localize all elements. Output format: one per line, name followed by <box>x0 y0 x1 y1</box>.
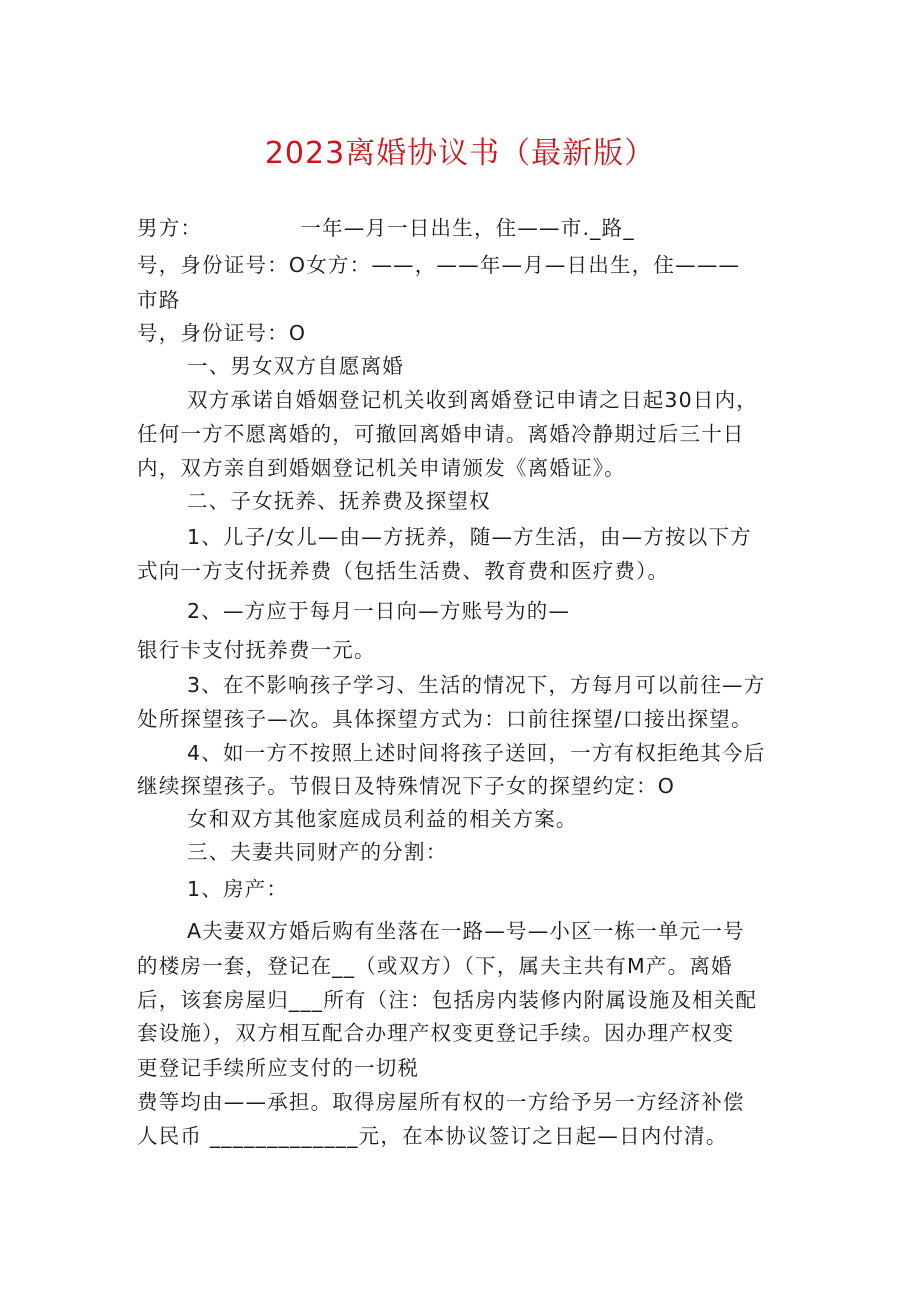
document-title: 2023离婚协议书（最新版） <box>264 136 656 171</box>
text-line: 后，该套房屋归___所有（注：包括房内装修内附属设施及相关配 <box>137 988 758 1012</box>
text-line: 式向一方支付抚养费（包括生活费、教育费和医疗费）。 <box>137 559 670 583</box>
text-line: 任何一方不愿离婚的，可撤回离婚申请。离婚冷静期过后三十日 <box>137 422 745 446</box>
text-line: 处所探望孩子—次。具体探望方式为：口前往探望/口接出探望。 <box>137 707 753 731</box>
text-line: 银行卡支付抚养费一元。 <box>137 638 376 662</box>
text-line: 内，双方亲自到婚姻登记机关申请颁发《离婚证》。 <box>137 456 626 480</box>
text-line: 人民币 _____________元，在本协议签订之日起—日内付清。 <box>137 1124 728 1148</box>
section-heading: 三、夫妻共同财产的分割： <box>187 840 448 864</box>
section-heading: 1、房产： <box>187 877 289 901</box>
section-heading: 二、子女抚养、抚养费及探望权 <box>187 489 491 513</box>
text-line: 1、儿子/女儿—由—方抚养，随—方生活，由—方按以下方 <box>187 525 752 549</box>
text-line: 女和双方其他家庭成员利益的相关方案。 <box>187 807 578 831</box>
text-line: 号，身份证号：O女方：——，——年—月—日出生，住——— <box>137 253 741 277</box>
text-line: A夫妻双方婚后购有坐落在一路—号—小区一栋一单元一号 <box>187 919 745 943</box>
text-line: 3、在不影响孩子学习、生活的情况下，方每月可以前往—方 <box>187 673 766 697</box>
text-line: 4、如一方不按照上述时间将孩子送回，一方有权拒绝其今后 <box>187 741 766 765</box>
text-line: 继续探望孩子。节假日及特殊情况下子女的探望约定：O <box>137 774 676 798</box>
text-line: 的楼房一套，登记在__（或双方）（下，属夫主共有M产。离婚 <box>137 954 733 978</box>
text-line: 市路 <box>137 288 181 312</box>
text-line: 更登记手续所应支付的一切税 <box>137 1056 420 1080</box>
text-line: 双方承诺自婚姻登记机关收到离婚登记申请之日起30日内， <box>187 388 758 412</box>
text-line: 费等均由——承担。取得房屋所有权的一方给予另一方经济补偿 <box>137 1090 745 1114</box>
section-heading: 一、男女双方自愿离婚 <box>187 354 404 378</box>
text-line: 男方： 一年—月一日出生，住——市._路_ <box>137 216 635 240</box>
text-line: 套设施），双方相互配合办理产权变更登记手续。因办理产权变 <box>137 1021 735 1045</box>
text-line: 2、—方应于每月一日向—方账号为的— <box>187 599 571 623</box>
text-line: 号，身份证号：O <box>137 321 307 345</box>
